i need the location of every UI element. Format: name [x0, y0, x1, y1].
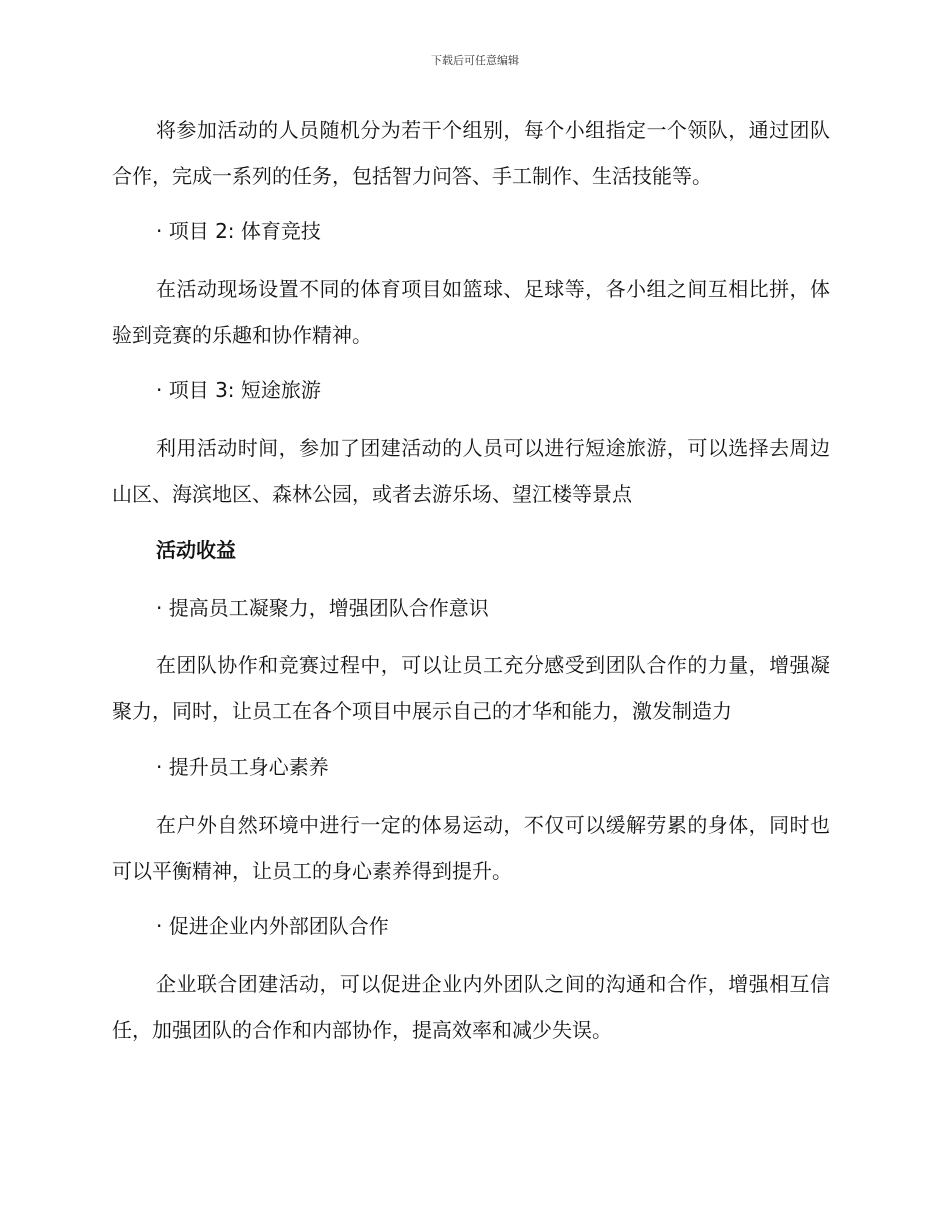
item-project-3: · 项目 3: 短途旅游 [156, 378, 321, 402]
benefit-cooperation: · 促进企业内外部团队合作 [156, 914, 389, 938]
benefit-cohesion: · 提高员工凝聚力，增强团队合作意识 [156, 596, 489, 620]
paragraph-cooperation: 企业联合团建活动，可以促进企业内外团队之间的沟通和合作，增强相互信任，加强团队的合作和内部协作，提高效率和减少失误。 [112, 972, 830, 1042]
paragraph-short-trip: 利用活动时间，参加了团建活动的人员可以进行短途旅游，可以选择去周边山区、海滨地区、森林公园，或者去游乐场、望江楼等景点 [112, 436, 830, 506]
page-header: 下载后可任意编辑 [431, 54, 519, 67]
benefit-wellbeing: · 提升员工身心素养 [156, 755, 329, 779]
paragraph-cohesion: 在团队协作和竞赛过程中，可以让员工充分感受到团队合作的力量，增强凝聚力，同时，让员工在各个项目中展示自己的才华和能力，激发制造力 [112, 653, 830, 723]
paragraph-sports: 在活动现场设置不同的体育项目如篮球、足球等，各小组之间互相比拼，体验到竞赛的乐趣和协作精神。 [112, 277, 830, 347]
item-project-2: · 项目 2: 体育竞技 [156, 219, 321, 243]
heading-activity-benefits: 活动收益 [156, 538, 236, 562]
paragraph-wellbeing: 在户外自然环境中进行一定的体易运动，不仅可以缓解劳累的身体，同时也可以平衡精神，让员工的身心素养得到提升。 [112, 813, 830, 883]
paragraph-task-groups: 将参加活动的人员随机分为若干个组别，每个小组指定一个领队，通过团队合作，完成一系列的任务，包括智力问答、手工制作、生活技能等。 [112, 118, 830, 188]
